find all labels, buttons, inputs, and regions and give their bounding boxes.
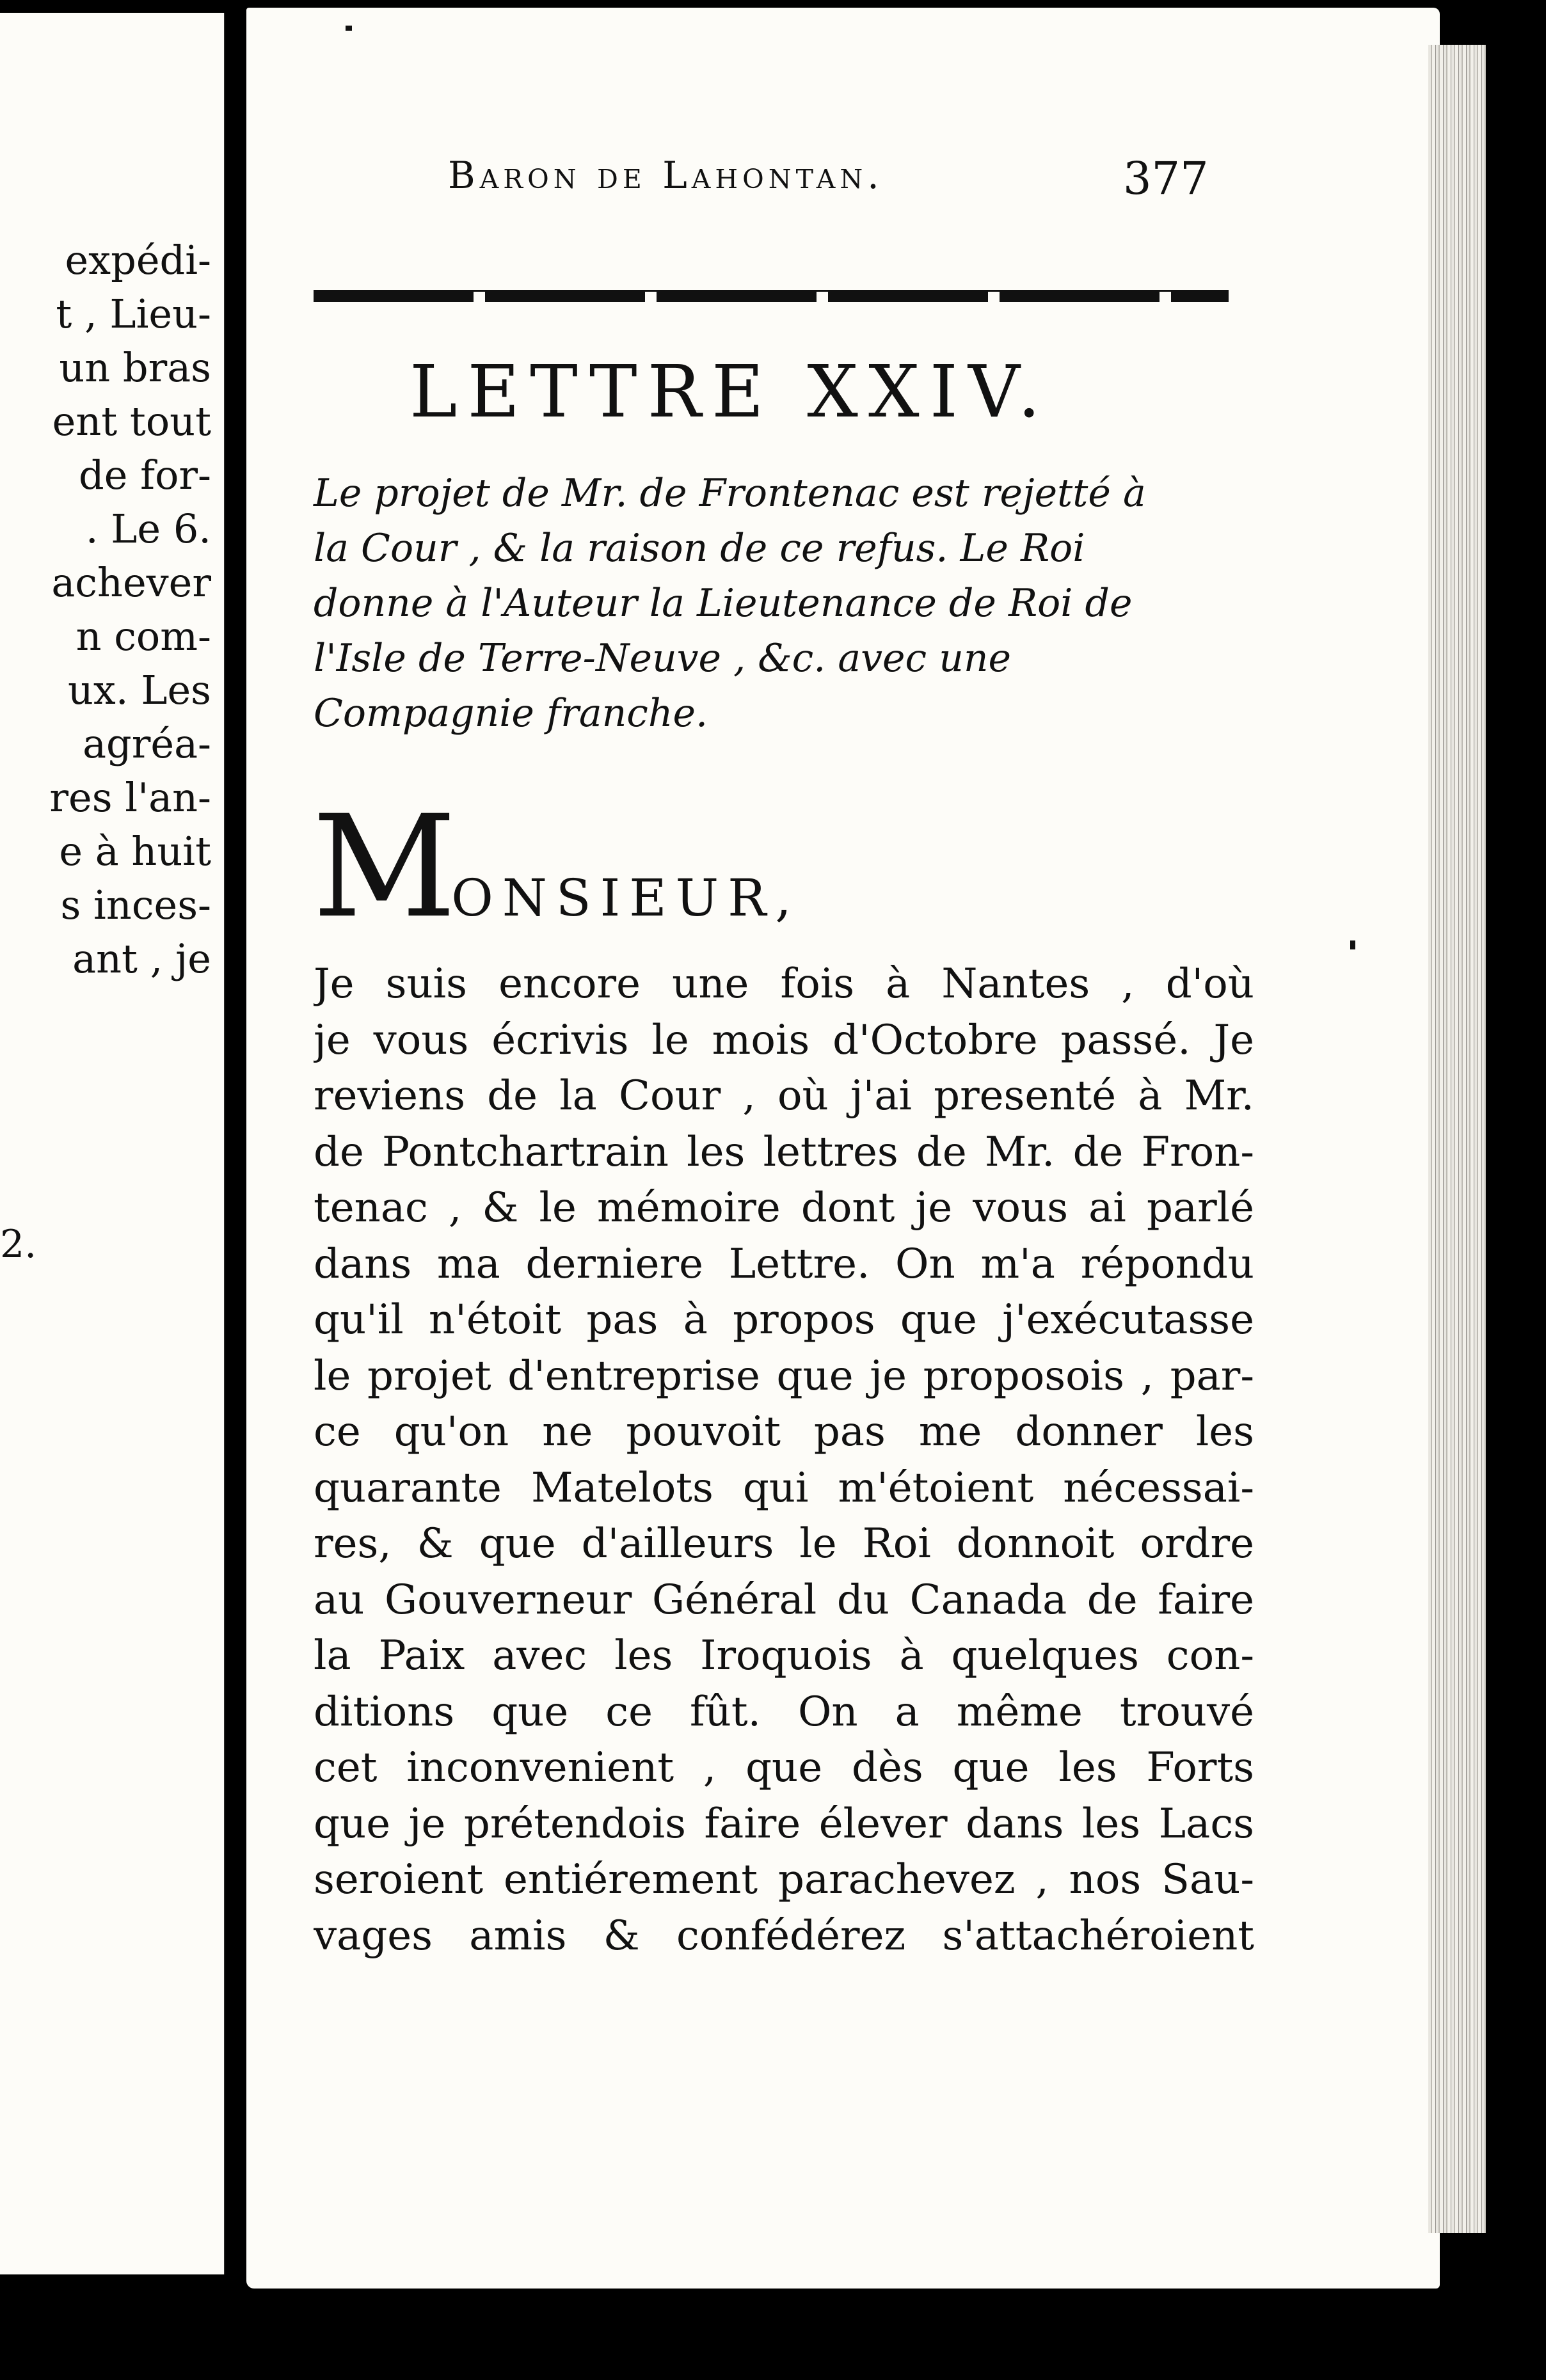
body-line: de Pontchartrain les lettres de Mr. de Fron- — [314, 1128, 1254, 1176]
left-page-line: . Le 6. — [85, 505, 211, 552]
body-line: tenac , & le mémoire dont je vous ai parlé — [314, 1184, 1254, 1232]
body-line: seroient entiérement parachevez , nos Sau- — [314, 1856, 1254, 1903]
left-page-line: e à huit — [59, 828, 211, 875]
body-line: res, & que d'ailleurs le Roi donnoit ordre — [314, 1520, 1254, 1567]
body-line: la Paix avec les Iroquois à quelques con- — [314, 1632, 1254, 1679]
body-line: reviens de la Cour , où j'ai presenté à Mr. — [314, 1072, 1254, 1120]
left-page-text — [0, 234, 218, 986]
body-line: Je suis encore une fois à Nantes , d'où — [314, 960, 1254, 1008]
left-page-line: n com- — [76, 613, 211, 660]
summary-line: Le projet de Mr. de Frontenac est rejetté à — [314, 471, 1146, 516]
drop-cap: M — [312, 785, 457, 949]
decorative-rule — [314, 290, 1229, 302]
body-line: au Gouverneur Général du Canada de faire — [314, 1576, 1254, 1624]
left-page-line: ux. Les — [68, 667, 211, 713]
body-line: dans ma derniere Lettre. On m'a répondu — [314, 1240, 1254, 1288]
summary-line: la Cour , & la raison de ce refus. Le Roi — [314, 526, 1085, 571]
left-page-line: s inces- — [60, 882, 211, 928]
body-line: qu'il n'étoit pas à propos que j'exécutasse — [314, 1296, 1254, 1344]
summary-line: l'Isle de Terre-Neuve , &c. avec une — [314, 636, 1012, 681]
body-line: vages amis & confédérez s'attachéroient — [314, 1912, 1254, 1960]
left-page-line: agréa- — [83, 720, 211, 767]
left-page-line: ent tout — [52, 398, 211, 445]
page-number: 377 — [1123, 152, 1209, 205]
salutation — [312, 785, 801, 949]
body-line: quarante Matelots qui m'étoient nécessai- — [314, 1464, 1254, 1512]
left-page-line: t , Lieu- — [56, 290, 211, 337]
left-page-line: de for- — [79, 452, 211, 498]
salutation-text: ONSIEUR, — [451, 868, 801, 928]
left-page-line: res l'an- — [49, 774, 211, 821]
body-line: ditions que ce fût. On a même trouvé — [314, 1688, 1254, 1736]
body-line: le projet d'entreprise que je proposois , par- — [314, 1352, 1254, 1400]
left-page — [0, 13, 225, 2274]
running-head: Baron de Lahontan. — [448, 154, 884, 197]
body-text — [314, 956, 1254, 1964]
left-page-line: un bras — [59, 344, 211, 391]
left-page-line: achever — [51, 559, 211, 606]
letter-summary — [314, 466, 1235, 741]
body-line: je vous écrivis le mois d'Octobre passé. Je — [314, 1016, 1254, 1064]
page-edges — [1428, 45, 1486, 2233]
left-page-line: expédi- — [65, 237, 211, 283]
body-line: ce qu'on ne pouvoit pas me donner les — [314, 1408, 1254, 1456]
letter-title: LETTRE XXIV. — [410, 351, 1051, 434]
left-page-footer: 2. — [0, 1222, 37, 1267]
summary-line: donne à l'Auteur la Lieutenance de Roi de — [314, 581, 1133, 626]
ink-speck — [1350, 940, 1355, 949]
body-line: cet inconvenient , que dès que les Forts — [314, 1744, 1254, 1791]
summary-line: Compagnie franche. — [314, 691, 708, 736]
left-page-line: ant , je — [72, 935, 211, 982]
body-line: que je prétendois faire élever dans les Lacs — [314, 1800, 1254, 1848]
ink-speck — [346, 26, 352, 31]
